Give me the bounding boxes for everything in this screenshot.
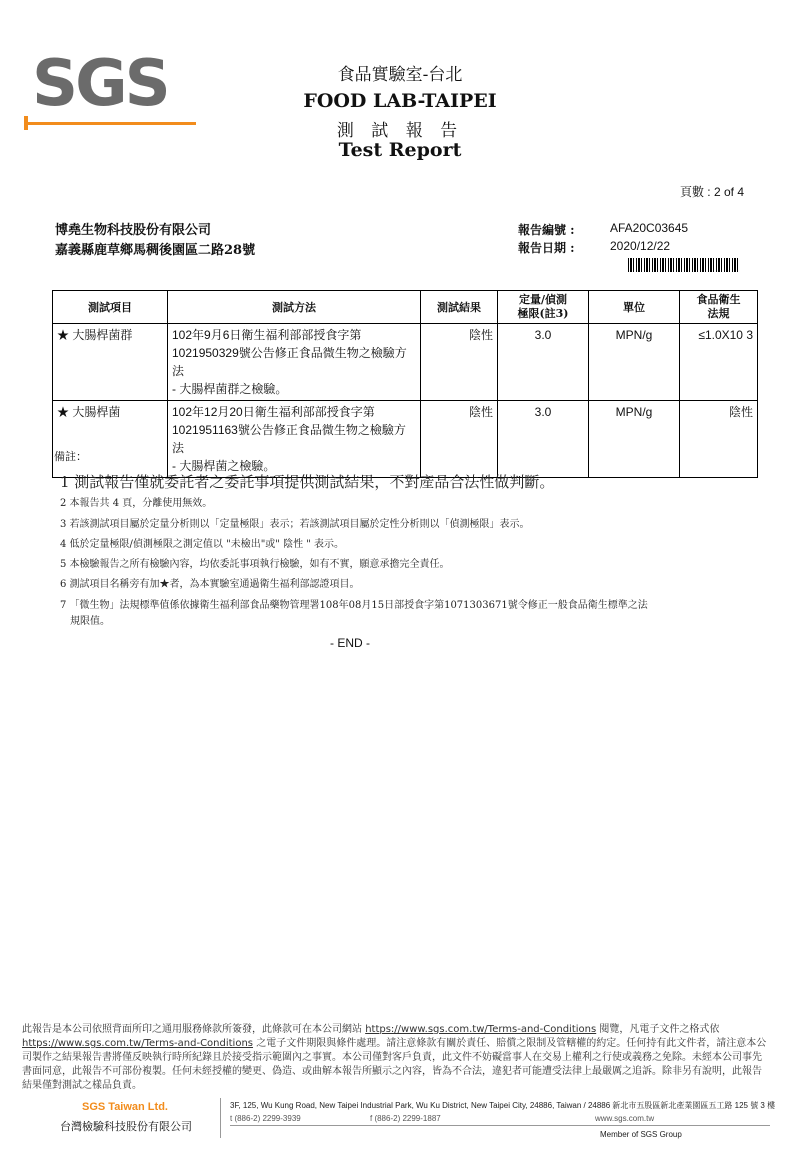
page-number: 頁數 : 2 of 4 xyxy=(679,185,744,199)
company-tel: t (886-2) 2299-3939 xyxy=(230,1114,301,1123)
note-item: 5 本檢驗報告之所有檢驗內容，均依委託事項執行檢驗，如有不實，願意承擔完全責任。 xyxy=(60,559,450,570)
company-name-en: SGS Taiwan Ltd. xyxy=(82,1101,168,1113)
test-limit: 3.0 xyxy=(498,324,589,401)
test-result: 陰性 xyxy=(421,401,498,478)
header-cell: 食品衛生 法規 xyxy=(680,291,758,324)
company-website[interactable]: www.sgs.com.tw xyxy=(595,1114,655,1123)
header-cell: 測試結果 xyxy=(421,291,498,324)
table-row xyxy=(53,324,758,401)
table-header-row xyxy=(53,291,758,324)
report-title-en: Test Report xyxy=(338,139,462,161)
table-row xyxy=(53,401,758,478)
test-method: 102年12月20日衛生福利部部授食字第 1021951163號公告修正食品微生物之檢驗方法 - 大腸桿菌之檢驗。 xyxy=(168,401,421,478)
sgs-logo xyxy=(24,47,196,130)
client-address: 嘉義縣鹿草鄉馬稠後園區二路28號 xyxy=(55,243,256,258)
logo-text: SGS xyxy=(32,47,168,121)
test-regulation: ≤1.0X10 3 xyxy=(680,324,758,401)
report-date-label: 報告日期 : xyxy=(518,241,575,255)
test-limit: 3.0 xyxy=(498,401,589,478)
test-unit: MPN/g xyxy=(589,324,680,401)
logo-underline xyxy=(24,122,196,125)
barcode xyxy=(628,258,738,272)
note-item: 規限值。 xyxy=(70,616,110,627)
report-date: 2020/12/22 xyxy=(610,239,671,253)
note-item: 3 若該測試項目屬於定量分析則以「定量極限」表示；若該測試項目屬於定性分析則以「偵測極限」表示。 xyxy=(60,519,530,530)
test-item: ★ 大腸桿菌群 xyxy=(53,324,168,401)
note-item: 2 本報告共 4 頁，分離使用無效。 xyxy=(60,498,213,509)
terms-link[interactable]: https://www.sgs.com.tw/Terms-and-Conditions xyxy=(22,1038,254,1049)
header-cell: 測試項目 xyxy=(53,291,168,324)
test-item: ★ 大腸桿菌 xyxy=(53,401,168,478)
company-name-cn: 台灣檢驗科技股份有限公司 xyxy=(60,1120,192,1133)
report-number-label: 報告編號 : xyxy=(518,223,575,237)
results-table xyxy=(52,290,758,478)
note-item: 1 測試報告僅就委託者之委託事項提供測試結果，不對產品合法性做判斷。 xyxy=(60,473,555,491)
disclaimer-text: 此報告是本公司依照背面所印之通用服務條款所簽發，此條款可在本公司網站 xyxy=(22,1024,362,1035)
lab-name-cn: 食品實驗室-台北 xyxy=(337,65,463,85)
report-title-cn: 測 試 報 告 xyxy=(336,121,464,141)
end-marker: - END - xyxy=(330,636,370,650)
footer-divider xyxy=(220,1098,221,1138)
company-address: 3F, 125, Wu Kung Road, New Taipei Industrial Park, Wu Ku District, New Taipei City, 24886, Taiwan / 24886 新北市五股區新北產業園區五工路 125 號 3 樓 xyxy=(230,1101,776,1110)
note-item: 4 低於定量極限/偵測極限之測定值以 "未檢出"或" 陰性 " 表示。 xyxy=(60,539,345,550)
header-cell: 定量/偵測 極限(註3) xyxy=(498,291,589,324)
disclaimer xyxy=(22,1023,770,1093)
header-cell: 單位 xyxy=(589,291,680,324)
note-item: 6 測試項目名稱旁有加★者，為本實驗室通過衛生福利部認證項目。 xyxy=(60,579,360,590)
report-number: AFA20C03645 xyxy=(610,221,689,235)
disclaimer-text: 閱覽，凡電子文件之格式依 xyxy=(599,1024,720,1035)
company-fax: f (886-2) 2299-1887 xyxy=(370,1114,441,1123)
test-method: 102年9月6日衛生福利部部授食字第 1021950329號公告修正食品微生物之檢驗方法 - 大腸桿菌群之檢驗。 xyxy=(168,324,421,401)
note-item: 7 「微生物」法規標準值係依據衛生福利部食品藥物管理署108年08月15日部授食字第1071303671號令修正一般食品衛生標準之法 xyxy=(60,600,648,611)
terms-link[interactable]: https://www.sgs.com.tw/Terms-and-Conditions xyxy=(365,1024,597,1035)
test-result: 陰性 xyxy=(421,324,498,401)
footer-rule xyxy=(230,1125,770,1126)
header-cell: 測試方法 xyxy=(168,291,421,324)
client-name: 博堯生物科技股份有限公司 xyxy=(55,223,212,238)
notes-label: 備註： xyxy=(54,450,87,463)
lab-name-en: FOOD LAB-TAIPEI xyxy=(303,90,497,112)
member-label: Member of SGS Group xyxy=(600,1130,682,1139)
test-unit: MPN/g xyxy=(589,401,680,478)
test-regulation: 陰性 xyxy=(680,401,758,478)
disclaimer-text: 之電子文件期限與條件處理。請注意條款有關於責任、賠償之限制及管轄權的約定。任何持有此文件者，請注意本公司製作之結果報告書將僅反映執行時所紀錄且於接受指示範圍內之事實。本公司僅對客戶負責，此文件不妨礙當事人在交易上權利之行使或義務之免除。未經本公司事先書面同意，此報告不可部份複製。任何未經授權的變更、偽造、或曲解本報告所顯示之內容，皆為不合法，違犯者可能遭受法律上最嚴厲之追訴。除非另有說明，此報告結果僅對測試之樣品負責。 xyxy=(22,1038,767,1091)
